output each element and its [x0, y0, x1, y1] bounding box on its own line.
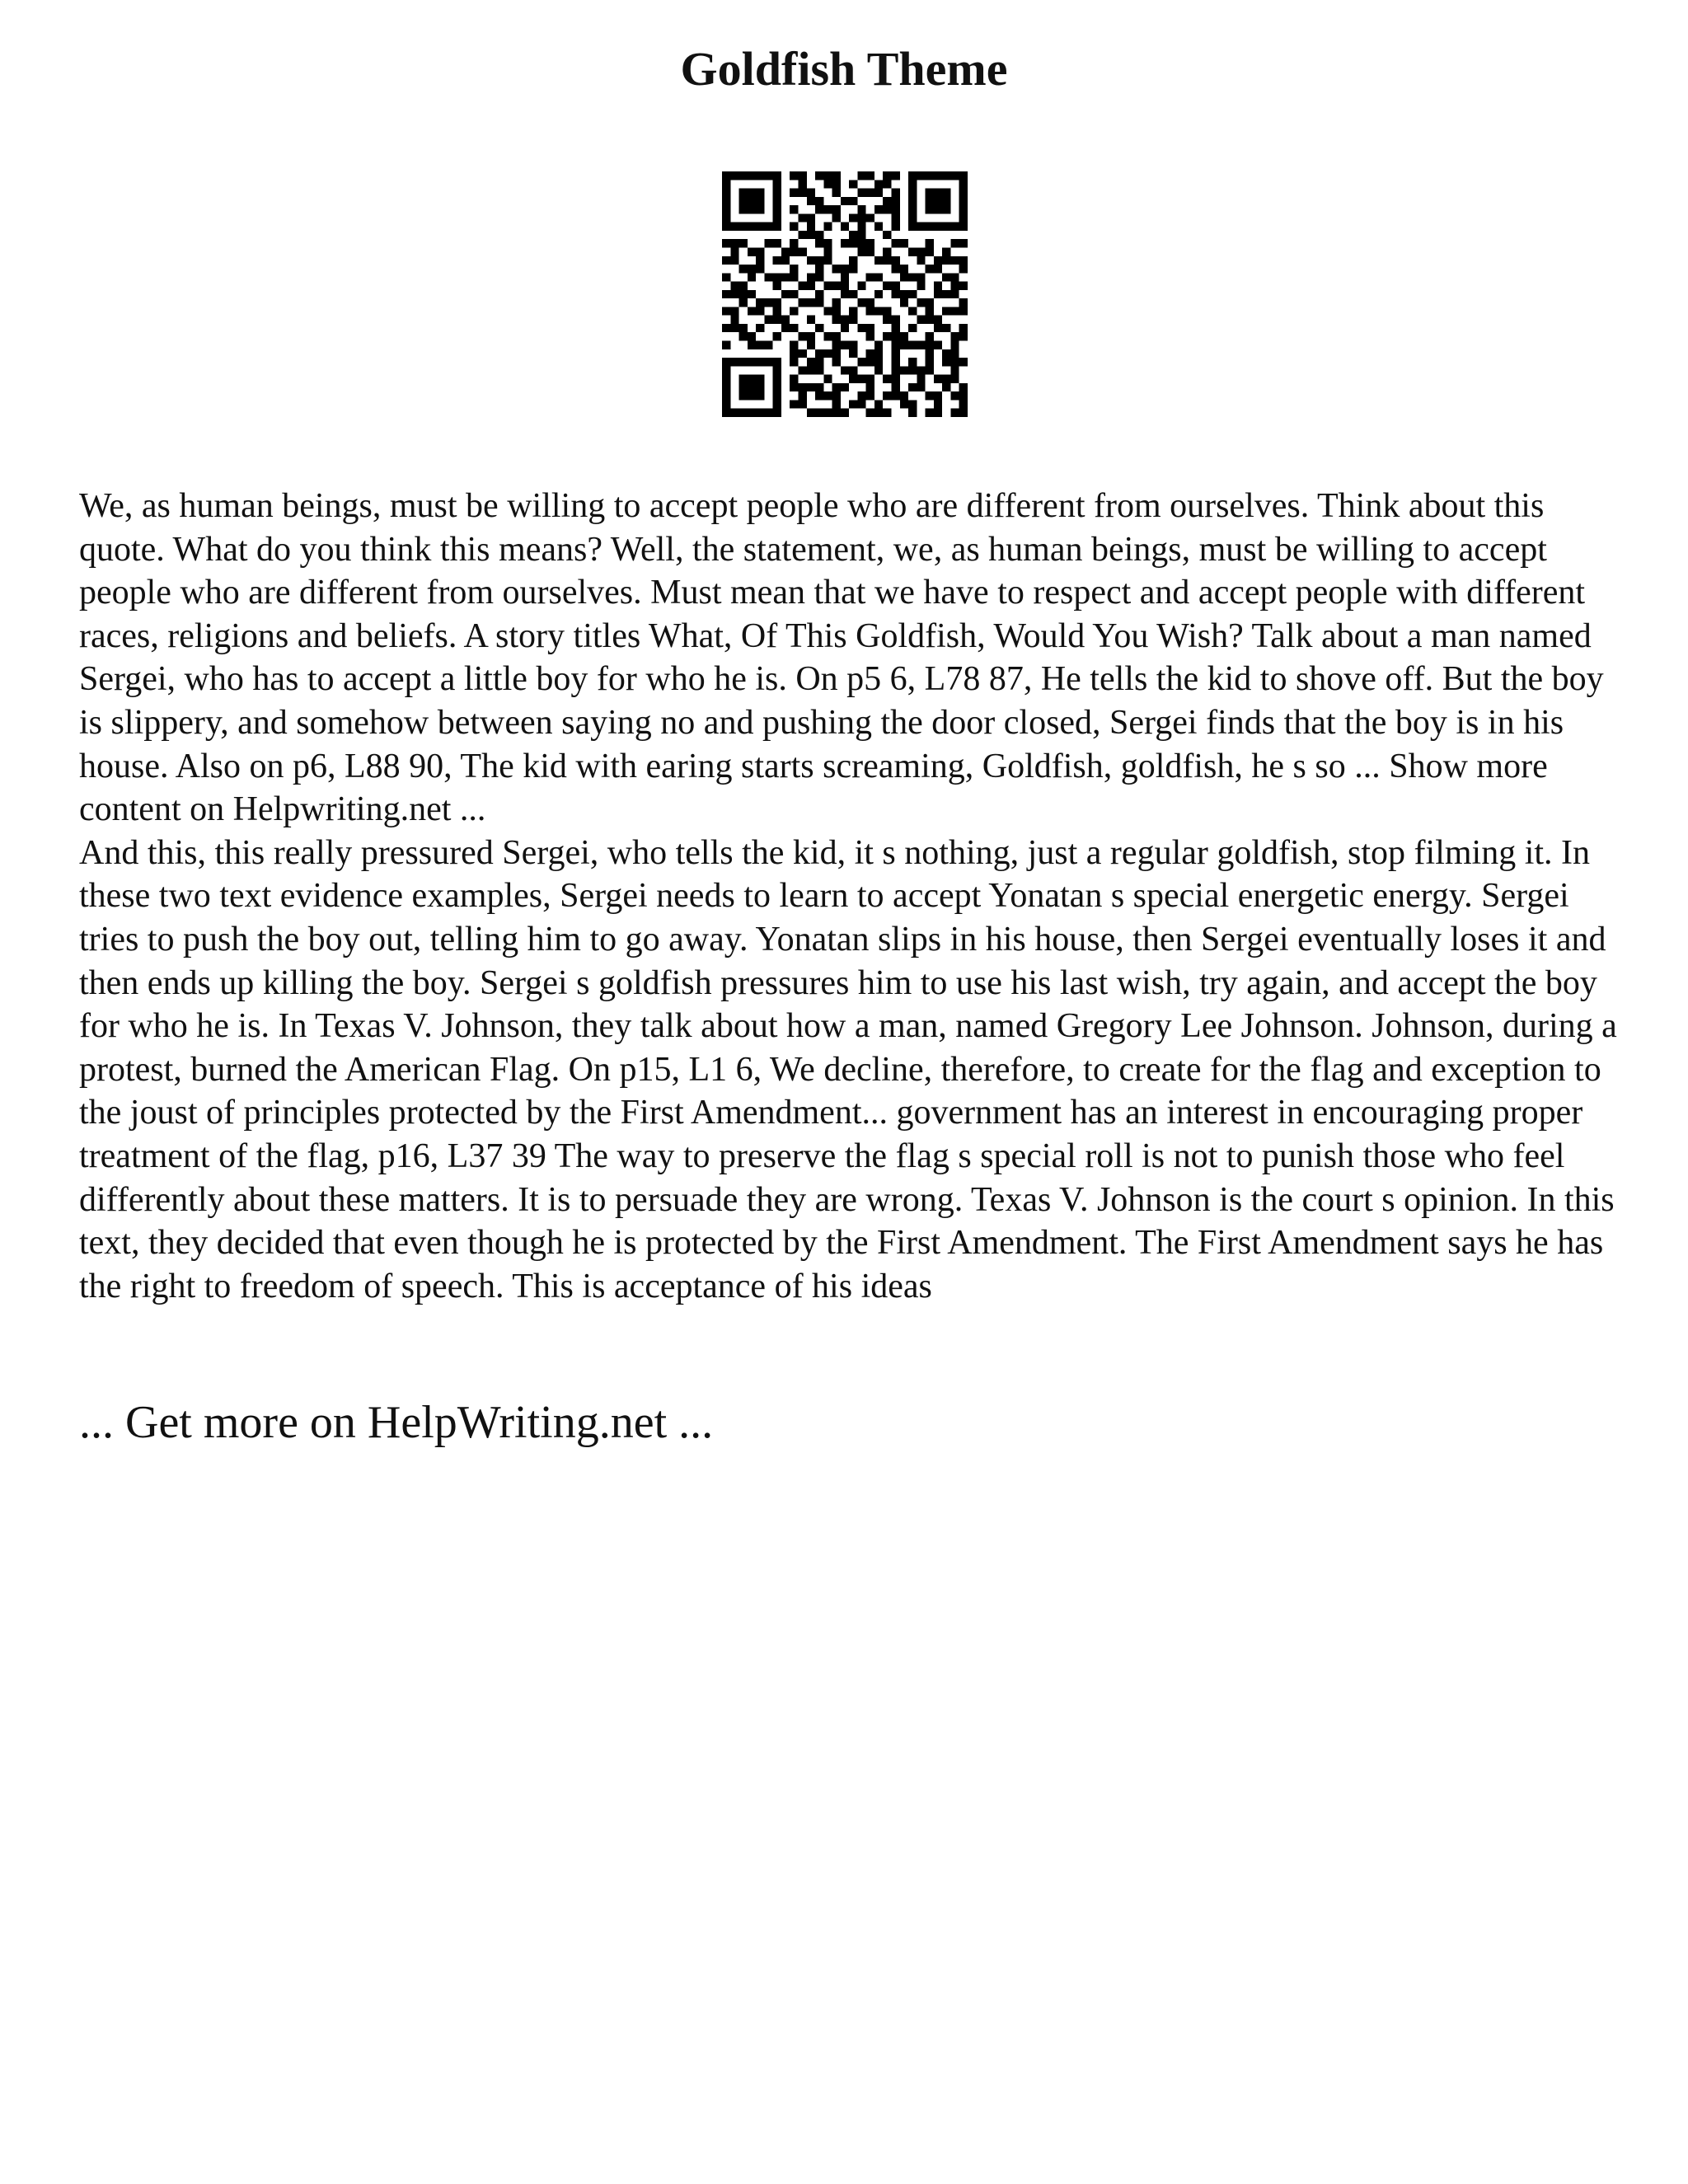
paragraph-2: And this, this really pressured Sergei, who tells the kid, it s nothing, just a regular goldfish, stop filming it. In these two text evidence examples, Sergei needs to learn to accept Yonatan s special energetic energy. Sergei tries to push the boy out, telling him to go away. Yonatan slips in his house, then Sergei eventually loses it and then ends up killing the boy. Sergei s goldfish pressures him to use his last wish, try again, and accept the boy for who he is. In Texas V. Johnson, they talk about how a man, named Gregory Lee Johnson. Johnson, during a protest, burned the American Flag. On p15, L1 6, We decline, therefore, to create for the flag and exception to the joust of principles protected by the First Amendment... government has an interest in encouraging proper treatment of the flag, p16, L37 39 The way to preserve the flag s special roll is not to punish those who feel differently about these matters. It is to persuade they are wrong. Texas V. Johnson is the court s opinion. In this text, they decided that even though he is protected by the First Amendment. The First Amendment says he has the right to freedom of speech. This is acceptance of his ideas	[79, 833, 1617, 1305]
get-more-link[interactable]: ... Get more on HelpWriting.net ...	[79, 1397, 714, 1448]
article-body	[79, 485, 1620, 1308]
paragraph-1: We, as human beings, must be willing to accept people who are different from ourselves. Think about this quote. What do you think this means? Well, the statement, we, as human beings, must be willing to accept people who are different from ourselves. Must mean that we have to respect and accept people with different races, religions and beliefs. A story titles What, Of This Goldfish, Would You Wish? Talk about a man named Sergei, who has to accept a little boy for who he is. On p5 6, L78 87, He tells the kid to shove off. But the boy is slippery, and somehow between saying no and pushing the door closed, Sergei finds that the boy is in his house. Also on p6, L88 90, The kid with earing starts screaming, Goldfish, goldfish, he s so ... Show more content on Helpwriting.net ...	[79, 487, 1604, 829]
page-title: Goldfish Theme	[680, 42, 1008, 96]
qr-code-icon	[722, 171, 968, 417]
